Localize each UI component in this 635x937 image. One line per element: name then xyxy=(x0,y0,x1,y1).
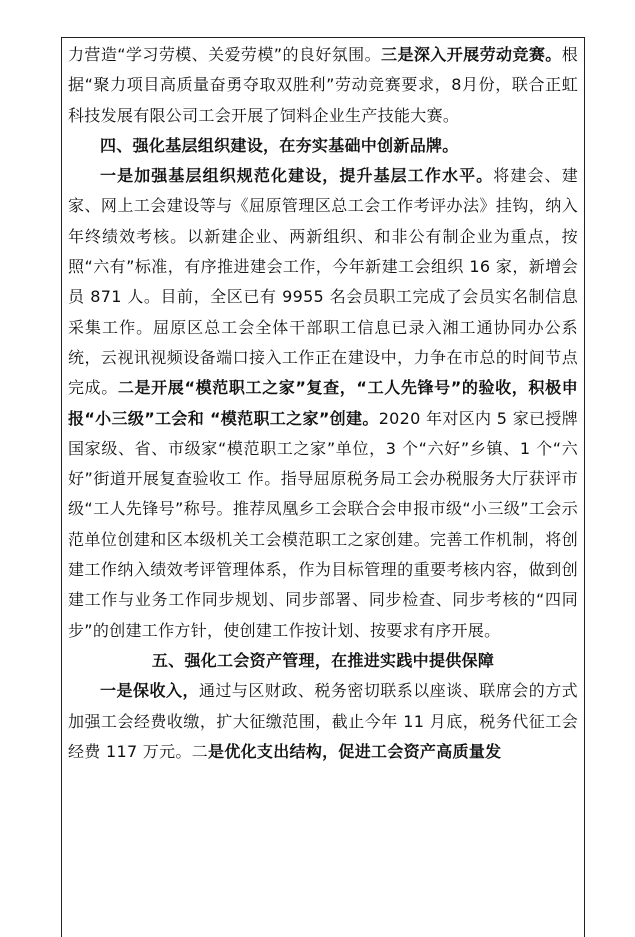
section-4-heading: 四、强化基层组织建设，在夯实基础中创新品牌。 xyxy=(100,135,459,155)
paragraph-2-bold-a: 一是加强基层组织规范化建设，提升基层工作水平。 xyxy=(100,166,494,186)
paragraph-1-bold: 三是深入开展劳动竞赛。 xyxy=(381,45,562,64)
paragraph-3-text-b: 通过与区财政、税务密切联系以座谈、联席会的方式加强工会经费收缴，扩大征缴范围，截止今年 11 月底，税务代征工会经费 117 万元。二 xyxy=(68,681,578,761)
paragraph-1-text-c: 根据“聚力项目高质量奋勇夺取双胜利”劳动竞赛要求，8月份，联合正虹科技发展有限公司工会开展了饲料企业生产技能大赛。 xyxy=(68,45,578,125)
paragraph-3-bold-c: 是优化支出结构，促进工会资产高质量发 xyxy=(208,741,502,761)
paragraph-2-text-b: 将建会、建家、网上工会建设等与《屈原管理区总工会工作考评办法》挂钩，纳入年终绩效考核。以新建企业、两新组织、和非公有制企业为重点，按照“六有”标准，有序推进建会工作，今年新建工会组织 16 家，新增会员 871 人。目前，全区已有 9955 名会员职工完成了会员实名制信息采集工作。屈原区总工会全体干部职工信息已录入湘工通协同办公系统，云视讯视频设备端口接入工作正在建设中，力争在市总的时间节点完成。 xyxy=(68,166,578,398)
paragraph-2 xyxy=(68,161,578,646)
paragraph-1 xyxy=(68,40,578,131)
document-body xyxy=(68,40,578,767)
paragraph-3-bold-a: 一是保收入， xyxy=(100,681,199,701)
paragraph-2-text-d: 2020 年对区内 5 家已授牌国家级、省、市级家“模范职工之家”单位，3 个“六好”乡镇、1 个“六好”街道开展复查验收工 作。指导屈原税务局工会办税服务大厅获评市级“工人先锋号”称号。推荐凤凰乡工会联合会申报市级“小三级”工会示范单位创建和区本级机关工会模范职工之家创建。完善工作机制，将创建工作纳入绩效考评管理体系，作为目标管理的重要考核内容，做到创建工作与业务工作同步规划、同步部署、同步检查、同步考核的“四同步”的创建工作方针，使创建工作按计划、按要求有序开展。 xyxy=(68,408,578,640)
paragraph-1-text-a: 力营造“学习劳模、关爱劳模”的良好氛围。 xyxy=(68,45,382,64)
section-5-heading: 五、强化工会资产管理，在推进实践中提供保障 xyxy=(151,650,495,670)
paragraph-2-bold-c: 二是开展“模范职工之家”复查，“工人先锋号”的验收，积极申报“小三级”工会和 “模范职工之家”创建。 xyxy=(68,378,578,428)
paragraph-3 xyxy=(68,676,578,767)
